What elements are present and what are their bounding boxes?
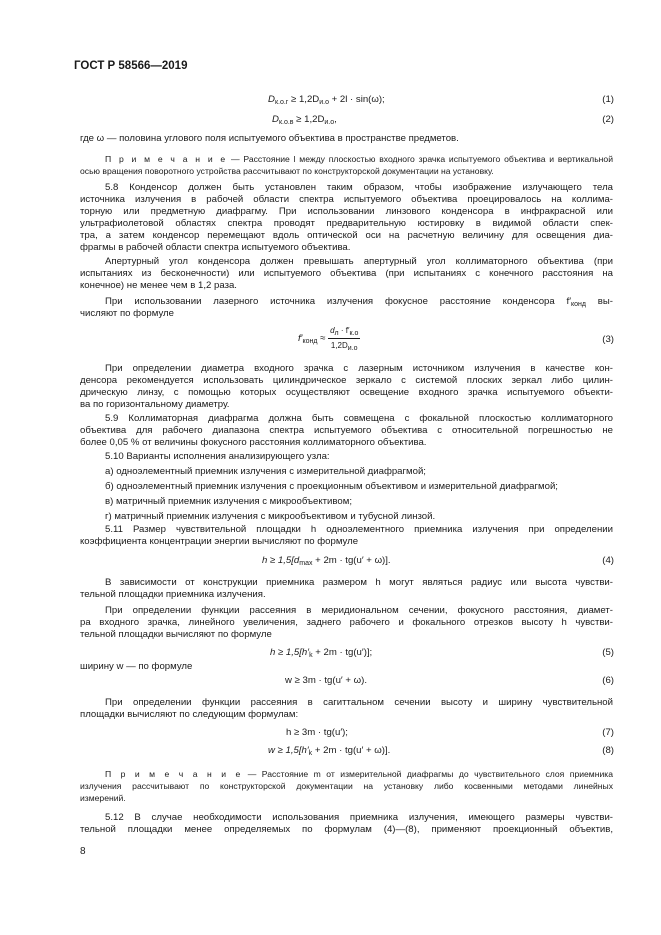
equation-4: $h \ge 1,5[d_{max} + 2m \cdot tg(u' + \omega)]$. [262,555,391,567]
p-laser-line-2: числяют по формуле [80,308,174,319]
p58-line-4: ультрафиолетовой областях спектра проводят предварительную юстировку в видимой области спек- [80,218,613,229]
equation-1: $D_{к.о.г} \ge 1,2D_{и.о} + 2l \cdot \sin(\omega)$; [268,94,385,106]
p-diam-line-2: денсора рекомендуется использовать цилиндрическое зеркало с системой плоских зеркал либо цилин- [80,375,613,386]
equation-5-number: (5) [602,647,614,658]
p511-line-2: коэффициента концентрации энергии вычисляют по формуле [80,536,359,547]
page-number: 8 [80,846,86,857]
note-1-line-1: П р и м е ч а н и е — Расстояние l между плоскостью входного зрачка испытуемого объектива и вертикальной [105,154,613,164]
equation-7-number: (7) [602,727,614,738]
p512-line-1: 5.12 В случае необходимости использования приемника излучения, имеющего размеры чувстви- [105,812,613,823]
width-label: ширину w — по формуле [80,661,193,672]
p58-line-6: фрагмы в рабочей области спектра испытуемого объектива. [80,242,351,253]
p-diam-line-3: дрическую линзу, с помощью которых осуществляют освещение входного зрачка испытуемого объекти- [80,387,613,398]
equation-1-number: (1) [602,94,614,105]
p-merid-line-2: ра входного зрачка, линейного увеличения, заднего рабочего и фокального отрезков высоту h чувстви- [80,617,613,628]
equation-5: $h \ge 1,5[h'_k + 2m \cdot tg(u')]$; [270,647,373,659]
p511-line-1: 5.11 Размер чувствительной площадки h одноэлементного приемника излучения при определении [105,524,613,535]
p-aperture-line-2: испытаниях из бесконечности) или испытуемого объектива (при испытаниях с конечного расстояния на [80,268,613,279]
equation-6-number: (6) [602,675,614,686]
equation-6: w ≥ 3m · tg(u′ + ω). [285,675,367,686]
p510-item-d: г) матричный приемник излучения с микрообъективом и тубусной линзой. [105,511,436,522]
p510-title: 5.10 Варианты исполнения анализирующего узла: [105,451,330,462]
p510-item-a: а) одноэлементный приемник излучения с измерительной диафрагмой; [105,466,426,477]
equation-2: $D_{к.о.в} \ge 1,2D_{и.о}$, [272,114,337,126]
p58-line-2: источника излучения в рабочей области спектра испытуемого объектива проецировалось на коллима- [80,194,613,205]
p59-line-3: более 0,05 % от величины фокусного расстояния коллиматорного объектива. [80,437,427,448]
p-depend-line-2: тельной площадки приемника излучения. [80,589,266,600]
p-laser-line-1: При использовании лазерного источника излучения фокусное расстояние конденсора $f'_{конд}$ вы- [105,296,613,308]
equation-8-number: (8) [602,745,614,756]
p-aperture-line-3: конечное) не менее чем в 1,2 раза. [80,280,237,291]
p59-line-1: 5.9 Коллиматорная диафрагма должна быть совмещена с фокальной плоскостью коллиматорного [105,413,613,424]
equation-2-number: (2) [602,114,614,125]
p58-line-1: 5.8 Конденсор должен быть установлен таким образом, чтобы изображение излучающего тела [105,182,613,193]
p-diam-line-1: При определении диаметра входного зрачка с лазерным источником излучения в качестве кон- [105,363,613,374]
p59-line-2: объектива для рабочего диапазона спектра испытуемого объектива с относительной погрешностью не [80,425,613,436]
omega-definition: где ω — половина углового поля испытуемого объектива в пространстве предметов. [80,133,459,144]
p-aperture-line-1: Апертурный угол конденсора должен превышать апертурный угол коллиматорного объектива (при [105,256,613,267]
p58-line-3: торную или предметную диафрагму. При использовании линзового конденсора в инфракрасной или [80,206,613,217]
note-2-line-3: измерений. [80,793,126,803]
equation-8: $w \ge 1,5[h'_k + 2m \cdot tg(u' + \omega)]$. [268,745,391,757]
p-depend-line-1: В зависимости от конструкции приемника размером h могут являться радиус или высота чувстви- [105,577,613,588]
p512-line-2: тельной площадки менее определяемых по формулам (4)—(8), применяют проекционный объектив, [80,824,613,835]
p58-line-5: тра, а затем конденсор перемещают вдоль оптической оси на расчетную величину для освещения диа- [80,230,613,241]
p-merid-line-1: При определении функции рассеяния в меридиональном сечении, фокусного расстояния, диамет- [105,605,613,616]
equation-3: $f'_{конд}$ ≈ $\frac{d_л \cdot f'_{к.о}}{1,2D_{и.о}}$ [298,326,359,352]
document-header: ГОСТ Р 58566—2019 [74,60,188,72]
p-diam-line-4: ва по горизонтальному диаметру. [80,399,230,410]
p-sagit-line-1: При определении функции рассеяния в сагиттальном сечении высоту и ширину чувствительной [105,697,613,708]
p-sagit-line-2: площадки вычисляют по следующим формулам: [80,709,299,720]
equation-4-number: (4) [602,555,614,566]
p510-item-c: в) матричный приемник излучения с микрообъективом; [105,496,352,507]
equation-7: h ≥ 3m · tg(u′); [286,727,348,738]
note-2-line-1: П р и м е ч а н и е — Расстояние m от измерительной диафрагмы до чувствительного слоя приемника [105,769,613,779]
p-merid-line-3: тельной площадки вычисляют по формуле [80,629,272,640]
note-1-line-2: осью вращения поворотного устройства рассчитывают по конструкторской документации на установку. [80,166,494,176]
note-2-line-2: излучения рассчитывают по конструкторской документации на установку либо косвенными методами линейных [80,781,613,791]
p510-item-b: б) одноэлементный приемник излучения с проекционным объективом и измерительной диафрагмой; [105,481,558,492]
equation-3-number: (3) [602,334,614,345]
